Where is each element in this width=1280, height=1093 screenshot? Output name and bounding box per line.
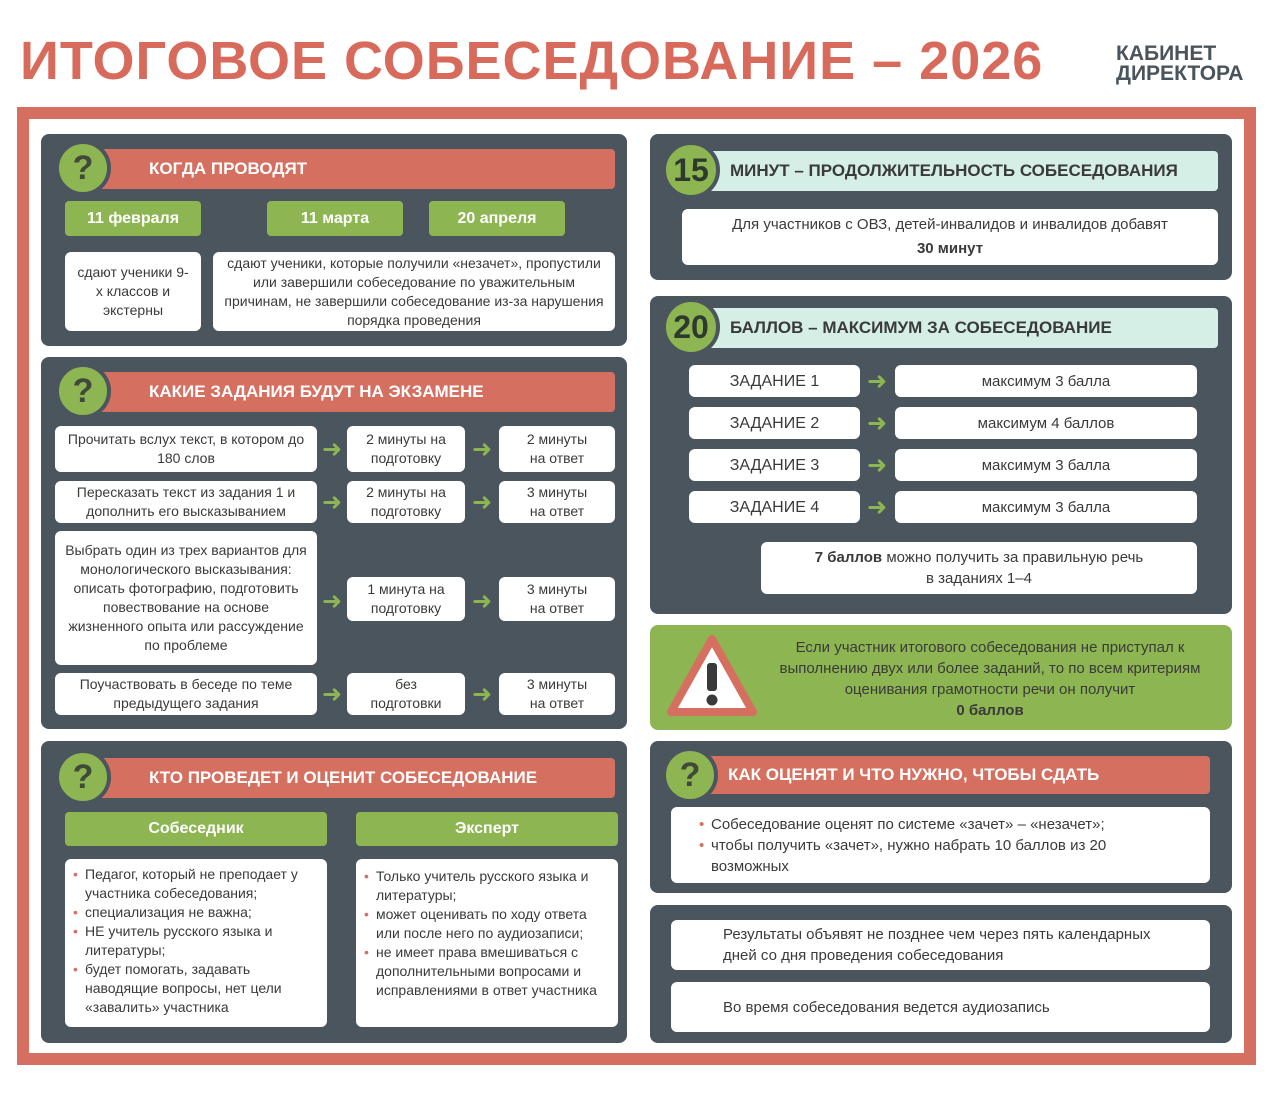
when-header: КОГДА ПРОВОДЯТ xyxy=(85,149,615,189)
brand-line-1: КАБИНЕТ xyxy=(1116,42,1217,65)
warning-panel xyxy=(650,625,1232,730)
warning-icon xyxy=(666,633,758,719)
arrow-right-icon: ➜ xyxy=(866,409,888,437)
results-panel xyxy=(650,905,1232,1043)
task-1-answer: 2 минуты на ответ xyxy=(499,426,615,472)
points-max-4: максимум 3 балла xyxy=(895,491,1197,523)
list-item: • Только учитель русского языка и литературы; xyxy=(364,867,610,905)
question-icon: ? xyxy=(55,363,111,419)
points-number-badge: 20 xyxy=(662,298,720,356)
expert-list xyxy=(364,867,610,1000)
who-header: КТО ПРОВЕДЕТ И ОЦЕНИТ СОБЕСЕДОВАНИЕ xyxy=(85,758,615,798)
question-icon: ? xyxy=(55,749,111,805)
tasks-panel xyxy=(41,357,627,729)
list-item: • может оценивать по ходу ответа или после него по аудиозаписи; xyxy=(364,905,610,943)
date-pill-3: 20 апреля xyxy=(429,201,565,236)
list-item: • НЕ учитель русского языка и литературы; xyxy=(73,922,319,960)
duration-panel xyxy=(650,134,1232,280)
warning-text-block xyxy=(760,637,1220,721)
points-task-4: ЗАДАНИЕ 4 xyxy=(689,491,860,523)
task-4-answer: 3 минуты на ответ xyxy=(499,673,615,715)
duration-extra: 30 минут xyxy=(916,240,984,257)
duration-header: МИНУТ – ПРОДОЛЖИТЕЛЬНОСТЬ СОБЕСЕДОВАНИЯ xyxy=(696,151,1218,191)
list-item: • не имеет права вмешиваться с дополнительными вопросами и исправлениями в ответ участника xyxy=(364,943,610,1000)
arrow-right-icon: ➜ xyxy=(866,493,888,521)
arrow-right-icon: ➜ xyxy=(471,488,493,516)
duration-number-badge: 15 xyxy=(662,141,720,199)
brand-line-2: ДИРЕКТОРА xyxy=(1116,62,1244,85)
arrow-right-icon: ➜ xyxy=(471,435,493,463)
who-panel xyxy=(41,741,627,1043)
brand-logo xyxy=(1116,44,1243,84)
when-panel xyxy=(41,134,627,346)
interlocutor-list xyxy=(73,865,319,1017)
task-2-answer: 3 минуты на ответ xyxy=(499,481,615,523)
arrow-right-icon: ➜ xyxy=(321,680,343,708)
points-header: БАЛЛОВ – МАКСИМУМ ЗА СОБЕСЕДОВАНИЕ xyxy=(696,308,1218,348)
date-pill-1: 11 февраля xyxy=(65,201,201,236)
expert-box xyxy=(356,859,618,1027)
when-note-1: сдают ученики 9-х классов и экстерны xyxy=(65,252,201,331)
list-item: • будет помогать, задавать наводящие вопросы, нет цели «завалить» участника xyxy=(73,960,319,1017)
points-task-3: ЗАДАНИЕ 3 xyxy=(689,449,860,481)
grading-header: КАК ОЦЕНЯТ И ЧТО НУЖНО, ЧТОБЫ СДАТЬ xyxy=(694,756,1210,794)
audio-note: Во время собеседования ведется аудиозапись xyxy=(671,982,1210,1032)
list-item: • чтобы получить «зачет», нужно набрать 10 баллов из 20 возможных xyxy=(699,835,1182,877)
duration-note: Для участников с ОВЗ, детей-инвалидов и инвалидов добавят xyxy=(732,216,1168,233)
list-item: • Педагог, который не преподает у участника собеседования; xyxy=(73,865,319,903)
tasks-header: КАКИЕ ЗАДАНИЯ БУДУТ НА ЭКЗАМЕНЕ xyxy=(85,372,615,412)
task-2-text: Пересказать текст из задания 1 и дополнить его высказыванием xyxy=(55,481,317,523)
speech-points-rest: можно получить за правильную речь xyxy=(882,549,1144,566)
task-1-prep: 2 минуты на подготовку xyxy=(347,426,465,472)
grading-panel xyxy=(650,741,1232,893)
page-title: ИТОГОВОЕ СОБЕСЕДОВАНИЕ – 2026 xyxy=(20,31,1044,91)
grading-box xyxy=(671,807,1210,883)
arrow-right-icon: ➜ xyxy=(471,680,493,708)
arrow-right-icon: ➜ xyxy=(471,587,493,615)
task-3-prep: 1 минута на подготовку xyxy=(347,577,465,621)
points-max-2: максимум 4 баллов xyxy=(895,407,1197,439)
duration-note-box xyxy=(682,209,1218,265)
interlocutor-box xyxy=(65,859,327,1027)
speech-points-line-1 xyxy=(815,547,1143,568)
list-item: • специализация не важна; xyxy=(73,903,319,922)
arrow-right-icon: ➜ xyxy=(321,488,343,516)
speech-points-bold: 7 баллов xyxy=(814,549,883,566)
list-item: • Собеседование оценят по системе «зачет» – «незачет»; xyxy=(699,814,1182,835)
task-4-text: Поучаствовать в беседе по теме предыдущего задания xyxy=(55,673,317,715)
question-icon: ? xyxy=(662,747,718,803)
arrow-right-icon: ➜ xyxy=(866,367,888,395)
expert-label: Эксперт xyxy=(356,812,618,846)
points-task-1: ЗАДАНИЕ 1 xyxy=(689,365,860,397)
arrow-right-icon: ➜ xyxy=(866,451,888,479)
task-3-answer: 3 минуты на ответ xyxy=(499,577,615,621)
speech-points-box xyxy=(761,542,1197,594)
grading-list xyxy=(699,814,1182,877)
points-task-2: ЗАДАНИЕ 2 xyxy=(689,407,860,439)
speech-points-line-2: в заданиях 1–4 xyxy=(926,570,1032,587)
results-note: Результаты объявят не позднее чем через пять календарных дней со дня проведения собеседования xyxy=(671,920,1210,970)
task-4-prep: без подготовки xyxy=(347,673,465,715)
arrow-right-icon: ➜ xyxy=(321,587,343,615)
question-icon: ? xyxy=(55,140,111,196)
points-max-3: максимум 3 балла xyxy=(895,449,1197,481)
warning-text: Если участник итогового собеседования не приступал к выполнению двух или более заданий, то по всем критериям оценивания грамотности речи он получит xyxy=(779,639,1201,698)
arrow-right-icon: ➜ xyxy=(321,435,343,463)
task-1-text: Прочитать вслух текст, в котором до 180 слов xyxy=(55,426,317,472)
points-panel xyxy=(650,296,1232,614)
when-note-2: сдают ученики, которые получили «незачет», пропустили или завершили собеседование по уважительным причинам, не завершили собеседование из-за нарушения порядка проведения xyxy=(213,252,615,331)
date-pill-2: 11 марта xyxy=(267,201,403,236)
warning-result: 0 баллов xyxy=(956,702,1024,719)
task-2-prep: 2 минуты на подготовку xyxy=(347,481,465,523)
task-3-text: Выбрать один из трех вариантов для монологического высказывания: описать фотографию, подготовить повествование на основе жизненного опыта или рассуждение по проблеме xyxy=(55,531,317,665)
interlocutor-label: Собеседник xyxy=(65,812,327,846)
points-max-1: максимум 3 балла xyxy=(895,365,1197,397)
